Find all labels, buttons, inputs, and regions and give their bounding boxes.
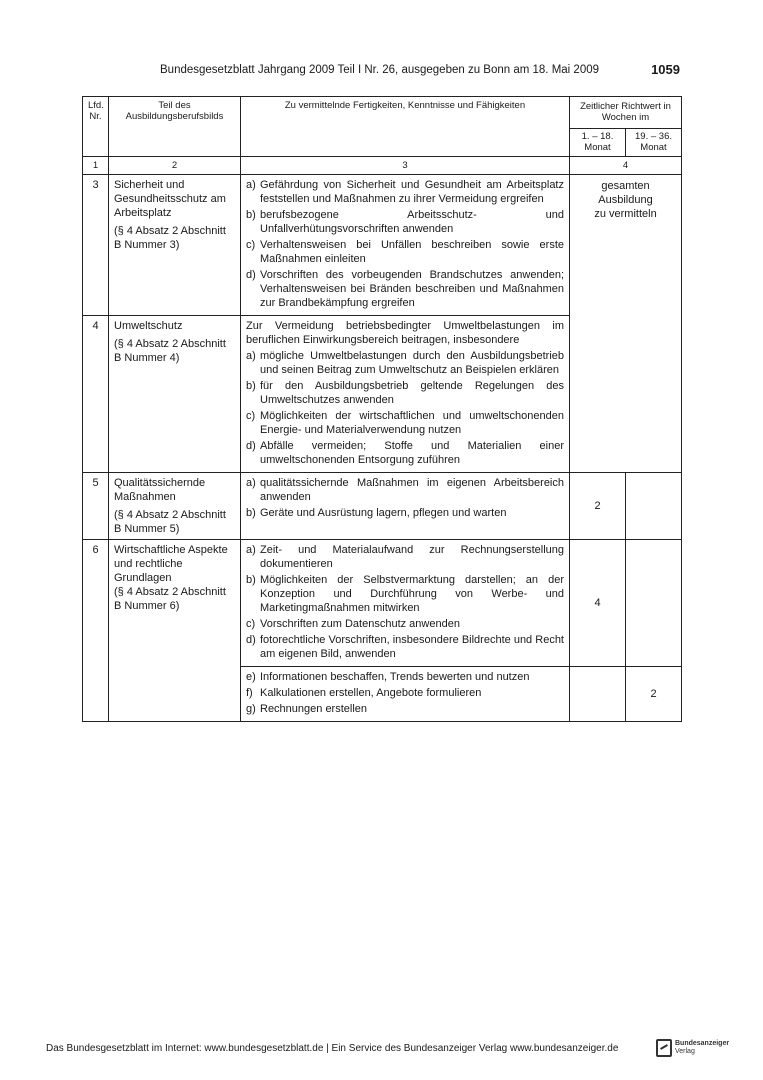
weeks-month-19-36 [626, 473, 682, 540]
row-items [241, 175, 570, 316]
row-title: Qualitätssichernde Maßnahmen [114, 477, 206, 503]
list-item: b) berufsbezogene Arbeitsschutz- und Unfallverhütungsvorschriften anwenden [246, 209, 564, 235]
weeks-month-1-18 [570, 667, 626, 722]
row-items [241, 540, 570, 667]
table-header-row [83, 97, 682, 129]
span-note: gesamten Ausbildung zu vermitteln [570, 175, 682, 473]
weeks-month-19-36 [626, 540, 682, 667]
list-item: b) Möglichkeiten der Selbstvermarktung darstellen; an der Konzeption und Durchführung von Werbe- und Marketingmaßnahmen mitwirken [246, 574, 564, 614]
row-title-cell [109, 316, 241, 473]
list-item: a) Gefährdung von Sicherheit und Gesundheit am Arbeitsplatz feststellen und Maßnahmen zu ihrer Vermeidung ergreifen [246, 179, 564, 205]
list-item: c) Verhaltensweisen bei Unfällen beschreiben sowie erste Maßnahmen einleiten [246, 239, 564, 265]
header-teil: Teil des Ausbildungsberufsbilds [109, 97, 241, 157]
weeks-month-1-18: 2 [570, 473, 626, 540]
footer-text: Das Bundesgesetzblatt im Internet: www.bundesgesetzblatt.de | Ein Service des Bundesanzeiger Verlag www.bundesanzeiger.de [46, 1043, 619, 1054]
training-table [82, 96, 682, 722]
logo-line-2: Verlag [675, 1048, 695, 1055]
bundesanzeiger-logo-icon [656, 1039, 672, 1057]
publisher-logo [656, 1039, 729, 1057]
list-item: c) Möglichkeiten der wirtschaftlichen und umweltschonenden Energie- und Materialverwendung nutzen [246, 410, 564, 436]
list-item: d) fotorechtliche Vorschriften, insbesondere Bildrechte und Recht am eigenen Bild, anwenden [246, 634, 564, 660]
list-item: d) Abfälle vermeiden; Stoffe und Materialien einer umweltschonenden Entsorgung zuführen [246, 440, 564, 466]
row-title-cell [109, 540, 241, 722]
header-month-1-18: 1. – 18. Monat [570, 129, 626, 157]
list-item: c) Vorschriften zum Datenschutz anwenden [246, 618, 460, 630]
row-items [241, 473, 570, 540]
row-reference: (§ 4 Absatz 2 Abschnitt B Nummer 3) [114, 225, 226, 251]
list-item: a) Zeit- und Materialaufwand zur Rechnungserstellung dokumentieren [246, 544, 564, 570]
row-number: 6 [83, 540, 109, 722]
row-reference: (§ 4 Absatz 2 Abschnitt B Nummer 5) [114, 509, 226, 535]
col-number-4: 4 [570, 157, 682, 175]
list-item: e) Informationen beschaffen, Trends bewerten und nutzen [246, 671, 530, 683]
table-row [83, 540, 682, 667]
row-title: Umweltschutz [114, 320, 183, 332]
table-row [83, 473, 682, 540]
row-title-cell [109, 473, 241, 540]
header-month-19-36: 19. – 36. Monat [626, 129, 682, 157]
list-item: a) qualitätssichernde Maßnahmen im eigenen Arbeitsbereich anwenden [246, 477, 564, 503]
page-number: 1059 [651, 62, 680, 77]
row-number: 3 [83, 175, 109, 316]
list-item: f) Kalkulationen erstellen, Angebote formulieren [246, 687, 482, 699]
header-zeitlicher-richtwert: Zeitlicher Richtwert in Wochen im [570, 97, 682, 129]
row-number: 4 [83, 316, 109, 473]
col-number-3: 3 [241, 157, 570, 175]
row-reference: (§ 4 Absatz 2 Abschnitt B Nummer 4) [114, 338, 226, 364]
row-title: Sicherheit und Gesundheitsschutz am Arbeitsplatz [114, 179, 226, 219]
list-item: a) mögliche Umweltbelastungen durch den Ausbildungsbetrieb und seinen Beitrag zum Umweltschutz an Beispielen erklären [246, 350, 564, 376]
header-lfd: Lfd. Nr. [83, 97, 109, 157]
table-row [83, 175, 682, 316]
list-item: b) Geräte und Ausrüstung lagern, pflegen und warten [246, 507, 507, 519]
row-items [241, 316, 570, 473]
header-title: Bundesgesetzblatt Jahrgang 2009 Teil I Nr. 26, ausgegeben zu Bonn am 18. Mai 2009 [160, 64, 600, 76]
list-item: b) für den Ausbildungsbetrieb geltende Regelungen des Umweltschutzes anwenden [246, 380, 564, 406]
col-number-1: 1 [83, 157, 109, 175]
row-reference: (§ 4 Absatz 2 Abschnitt B Nummer 6) [114, 586, 226, 612]
col-number-2: 2 [109, 157, 241, 175]
row-items [241, 667, 570, 722]
weeks-month-1-18: 4 [570, 540, 626, 667]
row-title-cell [109, 175, 241, 316]
weeks-month-19-36: 2 [626, 667, 682, 722]
row-number: 5 [83, 473, 109, 540]
list-item: d) Vorschriften des vorbeugenden Brandschutzes anwenden; Verhaltensweisen bei Bränden beschreiben und Maßnahmen zur Brandbekämpfung ergreifen [246, 269, 564, 309]
logo-line-1: Bundesanzeiger [675, 1040, 730, 1047]
header-fertigkeiten: Zu vermittelnde Fertigkeiten, Kenntnisse und Fähigkeiten [241, 97, 570, 157]
row-intro: Zur Vermeidung betriebsbedingter Umweltbelastungen im beruflichen Einwirkungsbereich beitragen, insbesondere [246, 320, 564, 346]
table-column-numbers [83, 157, 682, 175]
row-title: Wirtschaftliche Aspekte und rechtliche Grundlagen [114, 544, 228, 584]
list-item: g) Rechnungen erstellen [246, 703, 368, 715]
